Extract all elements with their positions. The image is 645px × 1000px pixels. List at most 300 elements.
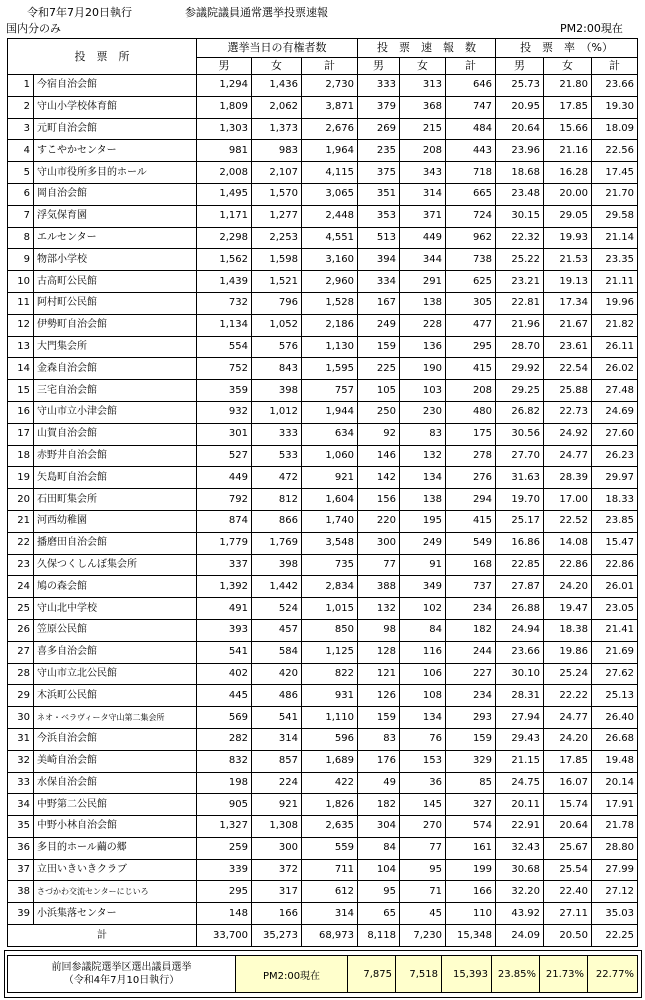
registered-female: 372	[252, 859, 302, 881]
rate-male: 32.43	[496, 837, 544, 859]
registered-male: 1,134	[197, 314, 252, 336]
votes-total: 234	[446, 685, 496, 707]
table-row	[8, 75, 638, 97]
rate-male: 25.73	[496, 75, 544, 97]
rate-total: 26.23	[592, 445, 638, 467]
station-number: 13	[8, 336, 34, 358]
rate-male: 28.31	[496, 685, 544, 707]
table-row	[8, 707, 638, 729]
station-number: 32	[8, 750, 34, 772]
rate-total: 24.69	[592, 401, 638, 423]
rate-total: 17.45	[592, 162, 638, 184]
votes-female: 106	[400, 663, 446, 685]
registered-female: 2,062	[252, 96, 302, 118]
registered-male: 1,495	[197, 183, 252, 205]
registered-total: 931	[302, 685, 358, 707]
table-row	[8, 271, 638, 293]
rate-total: 21.14	[592, 227, 638, 249]
registered-female: 224	[252, 772, 302, 794]
votes-male: 49	[358, 772, 400, 794]
registered-male: 359	[197, 380, 252, 402]
station-name: 水保自治会館	[34, 772, 197, 794]
rate-total: 19.30	[592, 96, 638, 118]
registered-female: 333	[252, 423, 302, 445]
registered-total: 596	[302, 728, 358, 750]
registered-total: 634	[302, 423, 358, 445]
station-name: 笠原公民館	[34, 619, 197, 641]
table-row	[8, 140, 638, 162]
votes-female: 195	[400, 510, 446, 532]
rate-female: 17.34	[544, 292, 592, 314]
rate-male: 27.70	[496, 445, 544, 467]
station-number: 9	[8, 249, 34, 271]
rate-male: 29.25	[496, 380, 544, 402]
station-number: 24	[8, 576, 34, 598]
station-number: 14	[8, 358, 34, 380]
total-votes-female: 7,230	[400, 925, 446, 947]
rate-male: 22.85	[496, 554, 544, 576]
rate-female: 21.53	[544, 249, 592, 271]
station-name: 守山北中学校	[34, 598, 197, 620]
votes-female: 230	[400, 401, 446, 423]
table-row	[8, 576, 638, 598]
registered-male: 752	[197, 358, 252, 380]
total-label: 計	[8, 925, 197, 947]
rate-female: 22.54	[544, 358, 592, 380]
table-row	[8, 619, 638, 641]
registered-male: 198	[197, 772, 252, 794]
total-votes-total: 15,348	[446, 925, 496, 947]
station-name: 守山市立北公民館	[34, 663, 197, 685]
rate-female: 22.73	[544, 401, 592, 423]
votes-male: 121	[358, 663, 400, 685]
votes-total: 182	[446, 619, 496, 641]
rate-male: 23.96	[496, 140, 544, 162]
votes-female: 36	[400, 772, 446, 794]
rate-male: 22.81	[496, 292, 544, 314]
registered-female: 420	[252, 663, 302, 685]
station-name: 中野小林自治会館	[34, 816, 197, 838]
rate-female: 22.52	[544, 510, 592, 532]
rate-total: 21.11	[592, 271, 638, 293]
rate-total: 20.14	[592, 772, 638, 794]
rate-total: 21.70	[592, 183, 638, 205]
votes-male: 159	[358, 336, 400, 358]
registered-female: 812	[252, 489, 302, 511]
votes-total: 646	[446, 75, 496, 97]
station-name: すこやかセンター	[34, 140, 197, 162]
registered-female: 576	[252, 336, 302, 358]
table-row	[8, 794, 638, 816]
rate-female: 15.74	[544, 794, 592, 816]
rate-total: 18.09	[592, 118, 638, 140]
station-name: 小浜集落センター	[34, 903, 197, 925]
registered-total: 921	[302, 467, 358, 489]
registered-female: 398	[252, 380, 302, 402]
registered-female: 2,107	[252, 162, 302, 184]
registered-total: 2,834	[302, 576, 358, 598]
rate-male: 32.20	[496, 881, 544, 903]
votes-male: 379	[358, 96, 400, 118]
votes-total: 484	[446, 118, 496, 140]
previous-votes-female: 7,518	[396, 956, 442, 993]
rate-male: 29.43	[496, 728, 544, 750]
registered-total: 1,944	[302, 401, 358, 423]
votes-male: 84	[358, 837, 400, 859]
station-number: 5	[8, 162, 34, 184]
station-name: 元町自治会館	[34, 118, 197, 140]
rate-female: 24.77	[544, 445, 592, 467]
station-number: 26	[8, 619, 34, 641]
female-header: 女	[252, 58, 302, 75]
votes-male: 388	[358, 576, 400, 598]
votes-female: 91	[400, 554, 446, 576]
votes-female: 270	[400, 816, 446, 838]
rate-female: 25.54	[544, 859, 592, 881]
station-number: 2	[8, 96, 34, 118]
table-row	[8, 532, 638, 554]
station-name: エルセンター	[34, 227, 197, 249]
total-rate-male: 24.09	[496, 925, 544, 947]
votes-total: 234	[446, 598, 496, 620]
registered-male: 402	[197, 663, 252, 685]
registered-female: 1,012	[252, 401, 302, 423]
votes-total: 574	[446, 816, 496, 838]
votes-total: 549	[446, 532, 496, 554]
rate-female: 17.00	[544, 489, 592, 511]
votes-total: 737	[446, 576, 496, 598]
rate-female: 19.13	[544, 271, 592, 293]
male-header: 男	[358, 58, 400, 75]
votes-male: 132	[358, 598, 400, 620]
station-name: 久保つくしんぼ集会所	[34, 554, 197, 576]
scope-label: 国内分のみ	[6, 22, 61, 35]
table-row	[8, 685, 638, 707]
previous-election-title: 前回参議院選挙区選出議員選挙	[51, 962, 192, 973]
votes-male: 250	[358, 401, 400, 423]
registered-male: 541	[197, 641, 252, 663]
votes-female: 349	[400, 576, 446, 598]
votes-female: 134	[400, 467, 446, 489]
votes-total: 738	[446, 249, 496, 271]
registered-total: 2,635	[302, 816, 358, 838]
page-title: 参議院議員通常選挙投票速報	[185, 6, 328, 19]
registered-total: 3,160	[302, 249, 358, 271]
total-header: 計	[302, 58, 358, 75]
votes-female: 313	[400, 75, 446, 97]
station-name: 立田いきいきクラブ	[34, 859, 197, 881]
registered-male: 569	[197, 707, 252, 729]
registered-female: 533	[252, 445, 302, 467]
rate-total: 29.97	[592, 467, 638, 489]
table-row	[8, 467, 638, 489]
station-name: 美崎自治会館	[34, 750, 197, 772]
station-number: 33	[8, 772, 34, 794]
station-name: 浮気保育園	[34, 205, 197, 227]
registered-total: 1,826	[302, 794, 358, 816]
station-number: 21	[8, 510, 34, 532]
registered-male: 1,562	[197, 249, 252, 271]
votes-female: 228	[400, 314, 446, 336]
rate-header: 投 票 率 （%）	[496, 39, 638, 58]
table-row	[8, 380, 638, 402]
registered-male: 932	[197, 401, 252, 423]
station-number: 22	[8, 532, 34, 554]
registered-male: 1,303	[197, 118, 252, 140]
rate-female: 25.24	[544, 663, 592, 685]
votes-total: 329	[446, 750, 496, 772]
rate-male: 30.68	[496, 859, 544, 881]
registered-female: 857	[252, 750, 302, 772]
station-number: 18	[8, 445, 34, 467]
registered-female: 300	[252, 837, 302, 859]
registered-female: 584	[252, 641, 302, 663]
station-name: 古高町公民館	[34, 271, 197, 293]
registered-male: 732	[197, 292, 252, 314]
votes-male: 92	[358, 423, 400, 445]
rate-total: 26.68	[592, 728, 638, 750]
registered-female: 983	[252, 140, 302, 162]
table-row	[8, 663, 638, 685]
station-number: 19	[8, 467, 34, 489]
rate-male: 19.70	[496, 489, 544, 511]
votes-male: 225	[358, 358, 400, 380]
station-name: 河西幼稚園	[34, 510, 197, 532]
rate-male: 20.64	[496, 118, 544, 140]
table-row	[8, 903, 638, 925]
table-row	[8, 510, 638, 532]
table-row	[8, 554, 638, 576]
table-row	[8, 728, 638, 750]
registered-female: 1,436	[252, 75, 302, 97]
station-number: 27	[8, 641, 34, 663]
total-votes-male: 8,118	[358, 925, 400, 947]
station-name: 阿村町公民館	[34, 292, 197, 314]
station-number: 36	[8, 837, 34, 859]
male-header: 男	[197, 58, 252, 75]
registered-total: 4,551	[302, 227, 358, 249]
votes-total: 477	[446, 314, 496, 336]
previous-election-table	[7, 955, 638, 993]
votes-total: 294	[446, 489, 496, 511]
registered-total: 850	[302, 619, 358, 641]
rate-female: 15.66	[544, 118, 592, 140]
votes-total: 305	[446, 292, 496, 314]
rate-male: 26.82	[496, 401, 544, 423]
rate-female: 27.11	[544, 903, 592, 925]
rate-female: 24.92	[544, 423, 592, 445]
table-row	[8, 837, 638, 859]
votes-total: 168	[446, 554, 496, 576]
votes-total: 208	[446, 380, 496, 402]
registered-total: 1,740	[302, 510, 358, 532]
rate-male: 30.10	[496, 663, 544, 685]
station-number: 30	[8, 707, 34, 729]
registered-female: 457	[252, 619, 302, 641]
votes-total: 175	[446, 423, 496, 445]
station-number: 34	[8, 794, 34, 816]
station-name: 石田町集会所	[34, 489, 197, 511]
election-date: 令和7年7月20日執行	[27, 6, 132, 19]
votes-male: 235	[358, 140, 400, 162]
votes-total: 480	[446, 401, 496, 423]
registered-total: 757	[302, 380, 358, 402]
votes-male: 394	[358, 249, 400, 271]
previous-rate-male: 23.85%	[492, 956, 540, 993]
rate-female: 29.05	[544, 205, 592, 227]
registered-male: 445	[197, 685, 252, 707]
rate-male: 43.92	[496, 903, 544, 925]
registered-male: 301	[197, 423, 252, 445]
turnout-table	[7, 38, 638, 947]
table-row	[8, 205, 638, 227]
registered-female: 1,598	[252, 249, 302, 271]
votes-male: 95	[358, 881, 400, 903]
registered-female: 1,769	[252, 532, 302, 554]
registered-header: 選挙当日の有権者数	[197, 39, 358, 58]
registered-total: 4,115	[302, 162, 358, 184]
registered-total: 1,595	[302, 358, 358, 380]
station-number: 38	[8, 881, 34, 903]
votes-female: 190	[400, 358, 446, 380]
votes-total: 718	[446, 162, 496, 184]
registered-female: 472	[252, 467, 302, 489]
votes-total: 244	[446, 641, 496, 663]
votes-total: 227	[446, 663, 496, 685]
votes-total: 415	[446, 510, 496, 532]
votes-total: 199	[446, 859, 496, 881]
station-number: 35	[8, 816, 34, 838]
rate-total: 26.02	[592, 358, 638, 380]
rate-female: 28.39	[544, 467, 592, 489]
registered-total: 711	[302, 859, 358, 881]
votes-male: 513	[358, 227, 400, 249]
table-row	[8, 750, 638, 772]
votes-male: 167	[358, 292, 400, 314]
votes-total: 665	[446, 183, 496, 205]
previous-election-row	[8, 956, 638, 993]
rate-total: 23.85	[592, 510, 638, 532]
total-registered-male: 33,700	[197, 925, 252, 947]
votes-male: 142	[358, 467, 400, 489]
rate-female: 25.67	[544, 837, 592, 859]
table-row	[8, 816, 638, 838]
station-number: 31	[8, 728, 34, 750]
votes-male: 249	[358, 314, 400, 336]
rate-male: 22.91	[496, 816, 544, 838]
votes-total: 724	[446, 205, 496, 227]
votes-total: 110	[446, 903, 496, 925]
rate-female: 17.85	[544, 96, 592, 118]
table-row	[8, 598, 638, 620]
station-name: 大門集会所	[34, 336, 197, 358]
registered-total: 612	[302, 881, 358, 903]
station-name: 守山市立小津会館	[34, 401, 197, 423]
table-row	[8, 96, 638, 118]
registered-female: 2,253	[252, 227, 302, 249]
station-number: 6	[8, 183, 34, 205]
registered-female: 1,521	[252, 271, 302, 293]
registered-male: 337	[197, 554, 252, 576]
station-name: 伊勢町自治会館	[34, 314, 197, 336]
votes-total: 747	[446, 96, 496, 118]
station-number: 8	[8, 227, 34, 249]
registered-male: 1,171	[197, 205, 252, 227]
table-row	[8, 401, 638, 423]
rate-female: 20.00	[544, 183, 592, 205]
rate-male: 25.22	[496, 249, 544, 271]
votes-female: 368	[400, 96, 446, 118]
rate-female: 20.64	[544, 816, 592, 838]
votes-male: 375	[358, 162, 400, 184]
rate-female: 24.20	[544, 576, 592, 598]
votes-male: 104	[358, 859, 400, 881]
registered-total: 822	[302, 663, 358, 685]
rate-total: 27.99	[592, 859, 638, 881]
station-number: 12	[8, 314, 34, 336]
total-row	[8, 925, 638, 947]
previous-rate-total: 22.77%	[588, 956, 638, 993]
registered-total: 2,186	[302, 314, 358, 336]
votes-female: 138	[400, 489, 446, 511]
total-header: 計	[446, 58, 496, 75]
table-row	[8, 489, 638, 511]
registered-total: 2,676	[302, 118, 358, 140]
votes-male: 83	[358, 728, 400, 750]
rate-total: 19.96	[592, 292, 638, 314]
votes-female: 77	[400, 837, 446, 859]
registered-total: 3,871	[302, 96, 358, 118]
station-number: 20	[8, 489, 34, 511]
registered-male: 282	[197, 728, 252, 750]
station-number: 7	[8, 205, 34, 227]
votes-male: 300	[358, 532, 400, 554]
votes-female: 145	[400, 794, 446, 816]
registered-total: 735	[302, 554, 358, 576]
registered-total: 1,528	[302, 292, 358, 314]
votes-header: 投 票 速 報 数	[358, 39, 496, 58]
votes-female: 102	[400, 598, 446, 620]
station-name: 守山市役所多目的ホール	[34, 162, 197, 184]
registered-female: 398	[252, 554, 302, 576]
table-row	[8, 314, 638, 336]
votes-female: 132	[400, 445, 446, 467]
votes-male: 65	[358, 903, 400, 925]
station-number: 4	[8, 140, 34, 162]
station-name: 今浜自治会館	[34, 728, 197, 750]
total-registered-total: 68,973	[302, 925, 358, 947]
registered-female: 317	[252, 881, 302, 903]
votes-total: 415	[446, 358, 496, 380]
registered-male: 554	[197, 336, 252, 358]
votes-male: 333	[358, 75, 400, 97]
votes-total: 295	[446, 336, 496, 358]
votes-total: 166	[446, 881, 496, 903]
rate-male: 20.11	[496, 794, 544, 816]
registered-male: 2,298	[197, 227, 252, 249]
previous-votes-male: 7,875	[348, 956, 396, 993]
total-header: 計	[592, 58, 638, 75]
rate-total: 21.41	[592, 619, 638, 641]
rate-male: 21.15	[496, 750, 544, 772]
rate-female: 21.67	[544, 314, 592, 336]
rate-female: 21.16	[544, 140, 592, 162]
registered-total: 3,065	[302, 183, 358, 205]
table-row	[8, 227, 638, 249]
female-header: 女	[400, 58, 446, 75]
votes-female: 116	[400, 641, 446, 663]
registered-male: 148	[197, 903, 252, 925]
